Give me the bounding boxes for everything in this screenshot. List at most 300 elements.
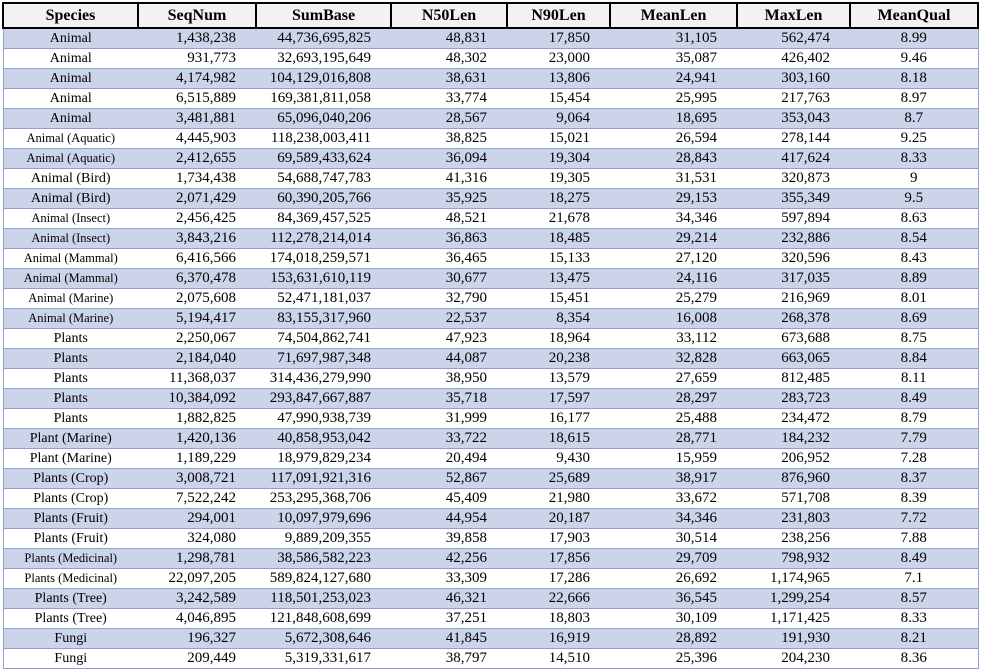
value-cell: 118,501,253,023 — [256, 589, 391, 609]
table-row — [3, 409, 978, 429]
table-row — [3, 549, 978, 569]
value-cell: 1,438,238 — [138, 28, 256, 49]
column-header-n90len: N90Len — [507, 3, 610, 28]
species-cell: Animal — [3, 69, 138, 89]
value-cell: 40,858,953,042 — [256, 429, 391, 449]
species-cell: Plants — [3, 409, 138, 429]
species-stats-table — [2, 2, 979, 669]
value-cell: 314,436,279,990 — [256, 369, 391, 389]
value-cell: 1,189,229 — [138, 449, 256, 469]
value-cell: 7.72 — [850, 509, 978, 529]
value-cell: 1,171,425 — [737, 609, 850, 629]
value-cell: 278,144 — [737, 129, 850, 149]
value-cell: 31,531 — [610, 169, 737, 189]
value-cell: 28,771 — [610, 429, 737, 449]
species-cell: Fungi — [3, 629, 138, 649]
value-cell: 216,969 — [737, 289, 850, 309]
value-cell: 31,999 — [391, 409, 507, 429]
value-cell: 104,129,016,808 — [256, 69, 391, 89]
value-cell: 204,230 — [737, 649, 850, 669]
value-cell: 24,116 — [610, 269, 737, 289]
species-cell: Plant (Marine) — [3, 429, 138, 449]
value-cell: 34,346 — [610, 209, 737, 229]
value-cell: 8.69 — [850, 309, 978, 329]
value-cell: 7.88 — [850, 529, 978, 549]
value-cell: 6,370,478 — [138, 269, 256, 289]
value-cell: 293,847,667,887 — [256, 389, 391, 409]
value-cell: 29,214 — [610, 229, 737, 249]
value-cell: 8.75 — [850, 329, 978, 349]
value-cell: 37,251 — [391, 609, 507, 629]
value-cell: 15,133 — [507, 249, 610, 269]
value-cell: 13,579 — [507, 369, 610, 389]
value-cell: 20,187 — [507, 509, 610, 529]
value-cell: 30,514 — [610, 529, 737, 549]
value-cell: 5,319,331,617 — [256, 649, 391, 669]
value-cell: 39,858 — [391, 529, 507, 549]
value-cell: 8.7 — [850, 109, 978, 129]
value-cell: 17,903 — [507, 529, 610, 549]
value-cell: 41,845 — [391, 629, 507, 649]
value-cell: 18,964 — [507, 329, 610, 349]
value-cell: 238,256 — [737, 529, 850, 549]
value-cell: 65,096,040,206 — [256, 109, 391, 129]
value-cell: 14,510 — [507, 649, 610, 669]
value-cell: 35,087 — [610, 49, 737, 69]
value-cell: 7.28 — [850, 449, 978, 469]
value-cell: 35,925 — [391, 189, 507, 209]
value-cell: 234,472 — [737, 409, 850, 429]
value-cell: 7,522,242 — [138, 489, 256, 509]
value-cell: 17,856 — [507, 549, 610, 569]
value-cell: 22,097,205 — [138, 569, 256, 589]
value-cell: 9 — [850, 169, 978, 189]
value-cell: 52,471,181,037 — [256, 289, 391, 309]
column-header-sumbase: SumBase — [256, 3, 391, 28]
value-cell: 169,381,811,058 — [256, 89, 391, 109]
value-cell: 798,932 — [737, 549, 850, 569]
value-cell: 5,194,417 — [138, 309, 256, 329]
value-cell: 8.57 — [850, 589, 978, 609]
value-cell: 8.63 — [850, 209, 978, 229]
value-cell: 84,369,457,525 — [256, 209, 391, 229]
value-cell: 31,105 — [610, 28, 737, 49]
value-cell: 42,256 — [391, 549, 507, 569]
value-cell: 571,708 — [737, 489, 850, 509]
table-row — [3, 69, 978, 89]
value-cell: 324,080 — [138, 529, 256, 549]
value-cell: 9.5 — [850, 189, 978, 209]
species-cell: Plants (Crop) — [3, 469, 138, 489]
value-cell: 25,396 — [610, 649, 737, 669]
value-cell: 44,954 — [391, 509, 507, 529]
value-cell: 8.33 — [850, 149, 978, 169]
table-row — [3, 589, 978, 609]
value-cell: 36,094 — [391, 149, 507, 169]
value-cell: 36,465 — [391, 249, 507, 269]
value-cell: 21,980 — [507, 489, 610, 509]
value-cell: 2,412,655 — [138, 149, 256, 169]
value-cell: 2,071,429 — [138, 189, 256, 209]
value-cell: 597,894 — [737, 209, 850, 229]
table-row — [3, 289, 978, 309]
value-cell: 38,950 — [391, 369, 507, 389]
value-cell: 417,624 — [737, 149, 850, 169]
value-cell: 54,688,747,783 — [256, 169, 391, 189]
value-cell: 29,709 — [610, 549, 737, 569]
value-cell: 20,238 — [507, 349, 610, 369]
value-cell: 121,848,608,699 — [256, 609, 391, 629]
value-cell: 19,305 — [507, 169, 610, 189]
value-cell: 320,873 — [737, 169, 850, 189]
value-cell: 1,420,136 — [138, 429, 256, 449]
value-cell: 45,409 — [391, 489, 507, 509]
value-cell: 24,941 — [610, 69, 737, 89]
value-cell: 28,892 — [610, 629, 737, 649]
species-cell: Plants — [3, 369, 138, 389]
value-cell: 8.43 — [850, 249, 978, 269]
value-cell: 317,035 — [737, 269, 850, 289]
value-cell: 33,309 — [391, 569, 507, 589]
species-cell: Plants (Medicinal) — [3, 549, 138, 569]
value-cell: 27,659 — [610, 369, 737, 389]
species-cell: Fungi — [3, 649, 138, 669]
value-cell: 8.39 — [850, 489, 978, 509]
species-cell: Plants (Medicinal) — [3, 569, 138, 589]
value-cell: 1,882,825 — [138, 409, 256, 429]
value-cell: 9,889,209,355 — [256, 529, 391, 549]
value-cell: 876,960 — [737, 469, 850, 489]
value-cell: 60,390,205,766 — [256, 189, 391, 209]
value-cell: 8.79 — [850, 409, 978, 429]
value-cell: 283,723 — [737, 389, 850, 409]
value-cell: 35,718 — [391, 389, 507, 409]
value-cell: 38,631 — [391, 69, 507, 89]
value-cell: 1,174,965 — [737, 569, 850, 589]
table-row — [3, 569, 978, 589]
value-cell: 46,321 — [391, 589, 507, 609]
table-row — [3, 529, 978, 549]
value-cell: 9,430 — [507, 449, 610, 469]
value-cell: 34,346 — [610, 509, 737, 529]
species-cell: Plants (Tree) — [3, 589, 138, 609]
value-cell: 33,722 — [391, 429, 507, 449]
value-cell: 8.54 — [850, 229, 978, 249]
value-cell: 36,863 — [391, 229, 507, 249]
value-cell: 8.21 — [850, 629, 978, 649]
table-row — [3, 209, 978, 229]
table-row — [3, 349, 978, 369]
value-cell: 16,177 — [507, 409, 610, 429]
species-cell: Plants (Crop) — [3, 489, 138, 509]
value-cell: 83,155,317,960 — [256, 309, 391, 329]
table-row — [3, 629, 978, 649]
species-cell: Plant (Marine) — [3, 449, 138, 469]
value-cell: 29,153 — [610, 189, 737, 209]
table-row — [3, 269, 978, 289]
value-cell: 44,087 — [391, 349, 507, 369]
value-cell: 353,043 — [737, 109, 850, 129]
table-row — [3, 469, 978, 489]
value-cell: 33,774 — [391, 89, 507, 109]
value-cell: 18,615 — [507, 429, 610, 449]
value-cell: 17,286 — [507, 569, 610, 589]
value-cell: 217,763 — [737, 89, 850, 109]
value-cell: 184,232 — [737, 429, 850, 449]
value-cell: 13,475 — [507, 269, 610, 289]
species-cell: Plants — [3, 329, 138, 349]
value-cell: 3,008,721 — [138, 469, 256, 489]
value-cell: 26,692 — [610, 569, 737, 589]
value-cell: 6,416,566 — [138, 249, 256, 269]
table-row — [3, 129, 978, 149]
species-cell: Plants — [3, 389, 138, 409]
value-cell: 26,594 — [610, 129, 737, 149]
value-cell: 9.46 — [850, 49, 978, 69]
column-header-species: Species — [3, 3, 138, 28]
value-cell: 206,952 — [737, 449, 850, 469]
value-cell: 209,449 — [138, 649, 256, 669]
value-cell: 32,790 — [391, 289, 507, 309]
species-cell: Animal (Insect) — [3, 229, 138, 249]
value-cell: 8,354 — [507, 309, 610, 329]
value-cell: 32,828 — [610, 349, 737, 369]
value-cell: 48,302 — [391, 49, 507, 69]
value-cell: 10,384,092 — [138, 389, 256, 409]
value-cell: 7.79 — [850, 429, 978, 449]
species-cell: Animal — [3, 109, 138, 129]
value-cell: 15,021 — [507, 129, 610, 149]
value-cell: 232,886 — [737, 229, 850, 249]
value-cell: 16,919 — [507, 629, 610, 649]
value-cell: 8.97 — [850, 89, 978, 109]
species-cell: Plants (Tree) — [3, 609, 138, 629]
value-cell: 17,597 — [507, 389, 610, 409]
value-cell: 20,494 — [391, 449, 507, 469]
value-cell: 38,586,582,223 — [256, 549, 391, 569]
value-cell: 4,445,903 — [138, 129, 256, 149]
table-row — [3, 609, 978, 629]
value-cell: 8.89 — [850, 269, 978, 289]
value-cell: 15,451 — [507, 289, 610, 309]
value-cell: 25,995 — [610, 89, 737, 109]
table-row — [3, 309, 978, 329]
column-header-n50len: N50Len — [391, 3, 507, 28]
value-cell: 33,112 — [610, 329, 737, 349]
value-cell: 8.84 — [850, 349, 978, 369]
table-header — [3, 3, 978, 28]
species-cell: Animal (Mammal) — [3, 269, 138, 289]
value-cell: 38,825 — [391, 129, 507, 149]
value-cell: 18,695 — [610, 109, 737, 129]
value-cell: 21,678 — [507, 209, 610, 229]
column-header-meanqual: MeanQual — [850, 3, 978, 28]
header-row — [3, 3, 978, 28]
value-cell: 231,803 — [737, 509, 850, 529]
value-cell: 1,734,438 — [138, 169, 256, 189]
value-cell: 71,697,987,348 — [256, 349, 391, 369]
value-cell: 4,174,982 — [138, 69, 256, 89]
value-cell: 28,843 — [610, 149, 737, 169]
value-cell: 1,299,254 — [737, 589, 850, 609]
value-cell: 18,803 — [507, 609, 610, 629]
species-cell: Plants (Fruit) — [3, 509, 138, 529]
value-cell: 3,843,216 — [138, 229, 256, 249]
value-cell: 8.49 — [850, 549, 978, 569]
value-cell: 426,402 — [737, 49, 850, 69]
value-cell: 28,297 — [610, 389, 737, 409]
value-cell: 174,018,259,571 — [256, 249, 391, 269]
value-cell: 74,504,862,741 — [256, 329, 391, 349]
species-cell: Plants — [3, 349, 138, 369]
value-cell: 2,250,067 — [138, 329, 256, 349]
value-cell: 28,567 — [391, 109, 507, 129]
table-row — [3, 149, 978, 169]
species-cell: Animal — [3, 89, 138, 109]
value-cell: 48,521 — [391, 209, 507, 229]
value-cell: 2,075,608 — [138, 289, 256, 309]
species-cell: Animal (Bird) — [3, 169, 138, 189]
value-cell: 41,316 — [391, 169, 507, 189]
species-cell: Animal (Mammal) — [3, 249, 138, 269]
value-cell: 931,773 — [138, 49, 256, 69]
table-row — [3, 429, 978, 449]
value-cell: 112,278,214,014 — [256, 229, 391, 249]
table-row — [3, 489, 978, 509]
value-cell: 36,545 — [610, 589, 737, 609]
species-cell: Animal — [3, 49, 138, 69]
value-cell: 8.99 — [850, 28, 978, 49]
value-cell: 25,279 — [610, 289, 737, 309]
value-cell: 18,275 — [507, 189, 610, 209]
column-header-maxlen: MaxLen — [737, 3, 850, 28]
value-cell: 812,485 — [737, 369, 850, 389]
value-cell: 6,515,889 — [138, 89, 256, 109]
value-cell: 673,688 — [737, 329, 850, 349]
value-cell: 2,456,425 — [138, 209, 256, 229]
value-cell: 32,693,195,649 — [256, 49, 391, 69]
value-cell: 118,238,003,411 — [256, 129, 391, 149]
value-cell: 253,295,368,706 — [256, 489, 391, 509]
table-row — [3, 249, 978, 269]
value-cell: 23,000 — [507, 49, 610, 69]
value-cell: 8.37 — [850, 469, 978, 489]
value-cell: 303,160 — [737, 69, 850, 89]
value-cell: 196,327 — [138, 629, 256, 649]
value-cell: 2,184,040 — [138, 349, 256, 369]
value-cell: 1,298,781 — [138, 549, 256, 569]
value-cell: 30,109 — [610, 609, 737, 629]
table-row — [3, 389, 978, 409]
value-cell: 13,806 — [507, 69, 610, 89]
value-cell: 663,065 — [737, 349, 850, 369]
value-cell: 33,672 — [610, 489, 737, 509]
value-cell: 44,736,695,825 — [256, 28, 391, 49]
species-cell: Animal (Aquatic) — [3, 149, 138, 169]
value-cell: 562,474 — [737, 28, 850, 49]
column-header-seqnum: SeqNum — [138, 3, 256, 28]
value-cell: 69,589,433,624 — [256, 149, 391, 169]
value-cell: 153,631,610,119 — [256, 269, 391, 289]
value-cell: 22,537 — [391, 309, 507, 329]
value-cell: 52,867 — [391, 469, 507, 489]
value-cell: 8.49 — [850, 389, 978, 409]
table-row — [3, 229, 978, 249]
value-cell: 18,485 — [507, 229, 610, 249]
value-cell: 8.33 — [850, 609, 978, 629]
table-row — [3, 28, 978, 49]
value-cell: 3,242,589 — [138, 589, 256, 609]
table-row — [3, 449, 978, 469]
value-cell: 5,672,308,646 — [256, 629, 391, 649]
value-cell: 38,797 — [391, 649, 507, 669]
value-cell: 16,008 — [610, 309, 737, 329]
value-cell: 117,091,921,316 — [256, 469, 391, 489]
value-cell: 355,349 — [737, 189, 850, 209]
table-row — [3, 369, 978, 389]
species-cell: Animal (Bird) — [3, 189, 138, 209]
value-cell: 8.36 — [850, 649, 978, 669]
species-cell: Animal (Marine) — [3, 309, 138, 329]
table-row — [3, 509, 978, 529]
value-cell: 10,097,979,696 — [256, 509, 391, 529]
table-row — [3, 89, 978, 109]
value-cell: 47,990,938,739 — [256, 409, 391, 429]
value-cell: 27,120 — [610, 249, 737, 269]
value-cell: 9,064 — [507, 109, 610, 129]
value-cell: 15,959 — [610, 449, 737, 469]
table-body — [3, 28, 978, 669]
value-cell: 48,831 — [391, 28, 507, 49]
value-cell: 8.11 — [850, 369, 978, 389]
column-header-meanlen: MeanLen — [610, 3, 737, 28]
value-cell: 4,046,895 — [138, 609, 256, 629]
value-cell: 191,930 — [737, 629, 850, 649]
value-cell: 7.1 — [850, 569, 978, 589]
value-cell: 294,001 — [138, 509, 256, 529]
value-cell: 8.01 — [850, 289, 978, 309]
value-cell: 19,304 — [507, 149, 610, 169]
value-cell: 25,689 — [507, 469, 610, 489]
species-cell: Animal (Insect) — [3, 209, 138, 229]
value-cell: 17,850 — [507, 28, 610, 49]
value-cell: 25,488 — [610, 409, 737, 429]
species-cell: Animal — [3, 28, 138, 49]
value-cell: 47,923 — [391, 329, 507, 349]
value-cell: 18,979,829,234 — [256, 449, 391, 469]
value-cell: 38,917 — [610, 469, 737, 489]
species-cell: Animal (Aquatic) — [3, 129, 138, 149]
value-cell: 9.25 — [850, 129, 978, 149]
value-cell: 30,677 — [391, 269, 507, 289]
table-row — [3, 329, 978, 349]
table-row — [3, 189, 978, 209]
table-row — [3, 169, 978, 189]
value-cell: 11,368,037 — [138, 369, 256, 389]
species-cell: Plants (Fruit) — [3, 529, 138, 549]
value-cell: 3,481,881 — [138, 109, 256, 129]
table-row — [3, 49, 978, 69]
value-cell: 268,378 — [737, 309, 850, 329]
value-cell: 8.18 — [850, 69, 978, 89]
value-cell: 589,824,127,680 — [256, 569, 391, 589]
species-cell: Animal (Marine) — [3, 289, 138, 309]
value-cell: 320,596 — [737, 249, 850, 269]
table-row — [3, 649, 978, 669]
table-row — [3, 109, 978, 129]
value-cell: 15,454 — [507, 89, 610, 109]
value-cell: 22,666 — [507, 589, 610, 609]
